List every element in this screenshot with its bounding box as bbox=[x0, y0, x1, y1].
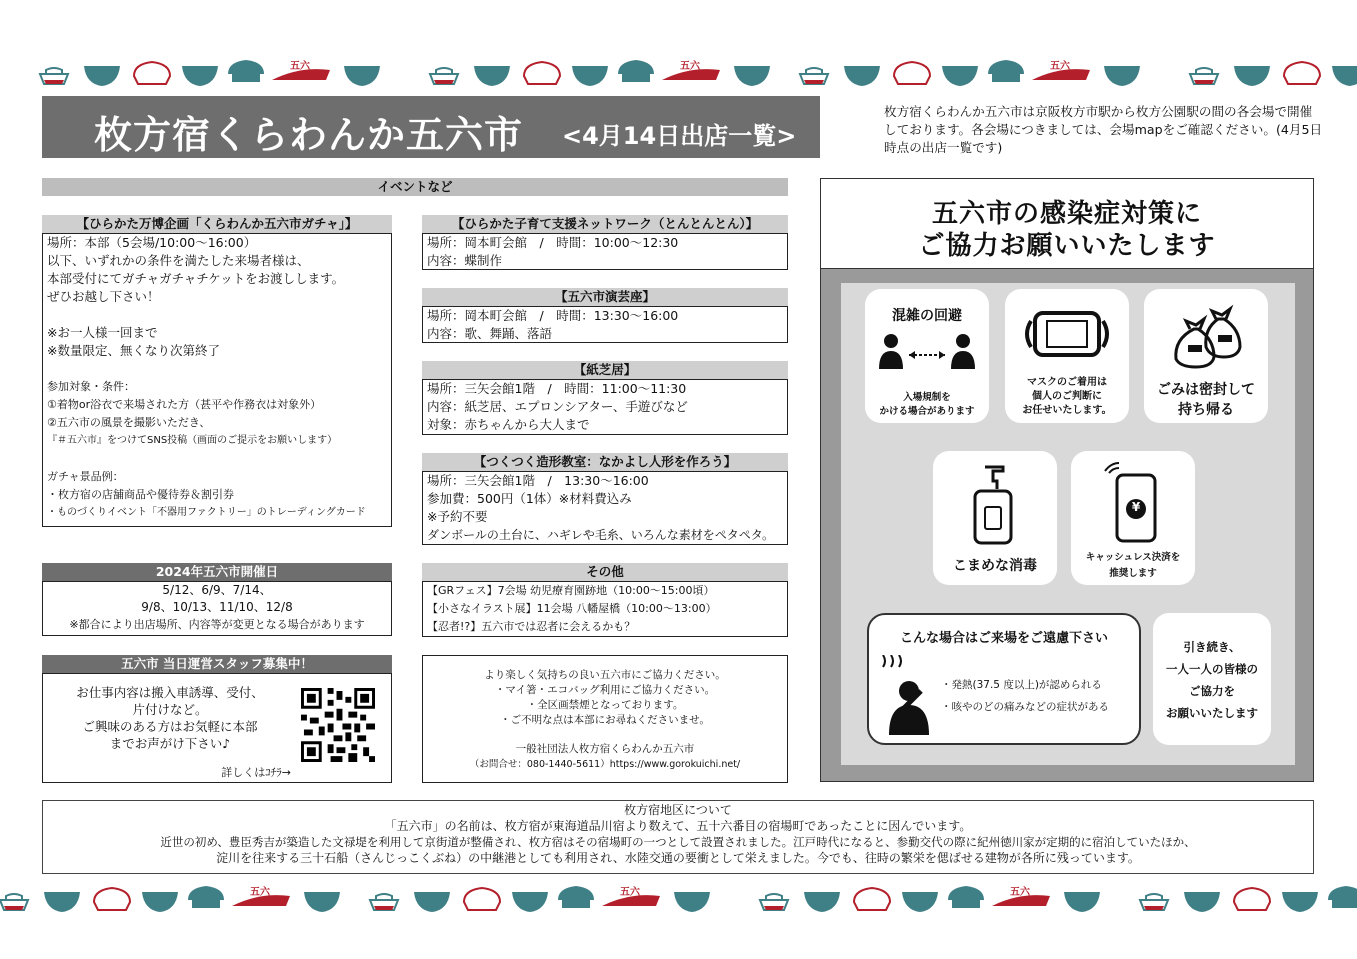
other-header: その他 bbox=[422, 563, 788, 581]
kosodate-line: 場所：岡本町会館 / 時間：10:00～12:30 bbox=[427, 235, 679, 250]
zokei-line: 参加費：500円（1体）※材料費込み bbox=[427, 491, 632, 506]
other-line: 【忍者!?】五六市では忍者に会えるかも？ bbox=[427, 620, 636, 633]
notice-org: 一般社団法人枚方宿くらわんか五六市 bbox=[515, 743, 695, 755]
disinfect-label: こまめな消毒 bbox=[953, 558, 1037, 574]
infection-panel bbox=[820, 178, 1314, 782]
crowd-sub-1: 入場規制を bbox=[903, 392, 951, 403]
intro-text: 枚方宿くらわんか五六市は京阪枚方市駅から枚方公園駅の間の各会場で開催しております。各会場につきましては、会場mapをご確認ください。(4月5日時点の出店一覧です) bbox=[884, 104, 1323, 155]
about-line: 淀川を往来する三十石船（さんじっこくぶね）の中継港としても利用され、水陸交通の要衝として栄えました。今でも、往時の繁栄を偲ばせる建物が各所に残っています。 bbox=[216, 851, 1140, 865]
thanks-line: 引き続き、 bbox=[1183, 640, 1241, 654]
gacha-line: ガチャ景品例： bbox=[47, 470, 124, 483]
sick-person-icon bbox=[879, 655, 941, 735]
refrain-card bbox=[867, 613, 1141, 745]
gacha-line: ※数量限定、無くなり次第終了 bbox=[47, 343, 220, 358]
mask-line-2: 個人のご判断に bbox=[1032, 391, 1102, 402]
gacha-line: 本部受付にてガチャガチャチケットをお渡しします。 bbox=[47, 271, 345, 286]
refrain-item-1: ・発熱(37.5 度以上)が認められる bbox=[941, 679, 1102, 691]
staff-more-link[interactable]: 詳しくはｺﾁﾗ→ bbox=[221, 766, 291, 779]
about-box bbox=[42, 800, 1314, 874]
svg-text:五六: 五六 bbox=[1010, 887, 1030, 898]
spacer bbox=[47, 360, 387, 378]
kamishibai-block bbox=[422, 361, 788, 435]
kamishibai-line: 場所：三矢会館1階 / 時間：11:00～11:30 bbox=[427, 381, 687, 396]
gacha-line: ①着物or浴衣で来場された方（甚平や作務衣は対象外） bbox=[47, 398, 322, 411]
trash-line-2: 持ち帰る bbox=[1178, 402, 1234, 418]
staff-line: ご興味のある方はお気軽に本部 bbox=[82, 719, 258, 734]
qr-code-icon[interactable] bbox=[301, 688, 375, 762]
staff-body bbox=[42, 673, 392, 783]
zokei-header: 【つくつく造形教室：なかよし人形を作ろう】 bbox=[422, 453, 788, 471]
mask-line-1: マスクのご着用は bbox=[1027, 377, 1107, 388]
notice-line: ・ご不明な点は本部にお尋ねくださいませ。 bbox=[500, 714, 710, 726]
schedule-dates-2: 9/8、10/13、11/10、12/8 bbox=[141, 600, 293, 614]
crowd-people-icon bbox=[877, 333, 977, 373]
schedule-header: 2024年五六市開催日 bbox=[42, 563, 392, 581]
svg-text:五六: 五六 bbox=[290, 61, 310, 72]
crowd-sub-2: かける場合があります bbox=[879, 406, 975, 417]
about-heading: 枚方宿地区について bbox=[624, 803, 732, 817]
about-line: 近世の初め、豊臣秀吉が築造した文禄堤を利用して京街道が整備され、枚方宿はその宿場町の一つとして設置されました。江戸時代になると、参勤交代の際に紀州徳川家が定期的に宿泊していたほか、 bbox=[160, 835, 1196, 849]
svg-text:五六: 五六 bbox=[250, 887, 270, 898]
crowd-title: 混雑の回避 bbox=[892, 308, 962, 324]
infection-panel-header bbox=[821, 179, 1313, 269]
notice-line: ・全区画禁煙となっております。 bbox=[526, 699, 684, 711]
kosodate-line: 内容：蝶制作 bbox=[427, 253, 503, 268]
other-body bbox=[422, 581, 788, 637]
thanks-line: ご協力を bbox=[1189, 684, 1235, 698]
about-line: 「五六市」の名前は、枚方宿が東海道品川宿より数えて、五十六番目の宿場町であったことに因んでいます。 bbox=[384, 819, 972, 833]
trash-line-1: ごみは密封して bbox=[1157, 382, 1255, 398]
schedule-body bbox=[42, 581, 392, 636]
other-line: 【小さなイラスト展】11会場 八幡屋橋（10:00～13:00） bbox=[427, 602, 717, 615]
gacha-block bbox=[42, 215, 392, 527]
kamishibai-line: 対象：赤ちゃんから大人まで bbox=[427, 417, 590, 432]
notice-line: ・マイ箸・エコバッグ利用にご協力ください。 bbox=[494, 684, 716, 696]
kosodate-body bbox=[422, 233, 788, 270]
thanks-line: お願いいたします bbox=[1166, 706, 1258, 720]
page-title-banner bbox=[42, 96, 820, 158]
page-title: 枚方宿くらわんか五六市 bbox=[94, 113, 524, 157]
zokei-line: ※予約不要 bbox=[427, 509, 488, 524]
svg-text:五六: 五六 bbox=[680, 61, 700, 72]
gacha-line: ・枚方宿の店舗商品や優待券＆割引券 bbox=[47, 488, 234, 501]
svg-text:五六: 五六 bbox=[620, 887, 640, 898]
gacha-line: 場所：本部（5会場/10:00～16:00） bbox=[47, 235, 257, 250]
gacha-line: 以下、いずれかの条件を満たした来場者様は、 bbox=[47, 253, 310, 268]
kamishibai-header: 【紙芝居】 bbox=[422, 361, 788, 379]
infection-inner bbox=[841, 283, 1295, 765]
mask-card bbox=[1005, 289, 1129, 423]
gacha-line: ②五六市の風景を撮影いただき、 bbox=[47, 416, 211, 429]
zokei-body bbox=[422, 471, 788, 545]
staff-block bbox=[42, 655, 392, 783]
schedule-note: ※都合により出店場所、内容等が変更となる場合があります bbox=[69, 618, 365, 631]
cashless-line-2: 推奨します bbox=[1109, 568, 1157, 579]
gacha-body bbox=[42, 233, 392, 527]
refrain-item-2: ・咳やのどの痛みなどの症状がある bbox=[941, 701, 1109, 713]
gacha-line: 参加対象・条件： bbox=[47, 380, 135, 393]
bottom-bowl-band bbox=[0, 878, 1357, 918]
engeiza-line: 内容：歌、舞踊、落語 bbox=[427, 326, 553, 341]
notice-line: より楽しく気持ちの良い五六市にご協力ください。 bbox=[484, 669, 726, 681]
kosodate-block bbox=[422, 215, 788, 270]
engeiza-line: 場所：岡本町会館 / 時間：13:30～16:00 bbox=[427, 308, 679, 323]
gacha-line: ・ものづくりイベント「不器用ファクトリー」のトレーディングカード bbox=[47, 507, 366, 518]
page-subtitle: <4月14日出店一覧> bbox=[562, 122, 797, 150]
kamishibai-line: 内容：紙芝居、エプロンシアター、手遊びなど bbox=[427, 399, 688, 414]
kosodate-header: 【ひらかた子育て支援ネットワーク（とんとんとん）】 bbox=[422, 215, 788, 233]
spacer bbox=[47, 306, 387, 324]
bowl-pattern-bottom bbox=[0, 878, 1357, 918]
cashless-line-1: キャッシュレス決済を bbox=[1085, 552, 1181, 563]
zokei-line: ダンボールの土台に、ハギレや毛糸、いろんな素材をペタペタ。 bbox=[427, 528, 775, 542]
staff-line: までお声がけ下さい♪ bbox=[109, 736, 231, 751]
kamishibai-body bbox=[422, 379, 788, 435]
infection-title-2: ご協力お願いいたします bbox=[918, 231, 1216, 261]
refrain-title: こんな場合はご来場をご遠慮下さい bbox=[899, 631, 1108, 646]
infection-title-1: 五六市の感染症対策に bbox=[931, 199, 1202, 229]
engeiza-header: 【五六市演芸座】 bbox=[422, 288, 788, 306]
staff-line: お仕事内容は搬入車誘導、受付、 bbox=[76, 685, 264, 700]
bowl-pattern-top bbox=[0, 52, 1357, 92]
trash-card bbox=[1144, 289, 1268, 423]
cashless-card bbox=[1071, 451, 1195, 585]
yen-icon: ¥ bbox=[1131, 500, 1141, 514]
gacha-line: 『＃五六市』をつけてSNS投稿（画面のご提示をお願いします） bbox=[47, 435, 338, 446]
notice-contact[interactable]: （お問合せ：080-1440-5611）https://www.gorokuichi.net/ bbox=[469, 759, 741, 770]
svg-text:五六: 五六 bbox=[1050, 61, 1070, 72]
crowd-card bbox=[865, 289, 989, 423]
sanitizer-bottle-icon bbox=[969, 461, 1021, 547]
schedule-dates-1: 5/12、6/9、7/14、 bbox=[162, 583, 272, 597]
staff-header: 五六市 当日運営スタッフ募集中！ bbox=[42, 655, 392, 673]
disinfect-card bbox=[933, 451, 1057, 585]
trash-bag-icon bbox=[1168, 299, 1244, 369]
engeiza-body bbox=[422, 306, 788, 343]
staff-line: 片付けなど。 bbox=[132, 702, 208, 717]
gacha-line: ぜひお越し下さい！ bbox=[47, 289, 160, 304]
top-bowl-band bbox=[0, 52, 1357, 92]
events-section-label: イベントなど bbox=[42, 178, 788, 196]
schedule-block bbox=[42, 563, 392, 636]
notice-box bbox=[422, 655, 788, 783]
thanks-card bbox=[1153, 613, 1271, 745]
zokei-block bbox=[422, 453, 788, 545]
engeiza-block bbox=[422, 288, 788, 343]
gacha-line: ※お一人様一回まで bbox=[47, 325, 158, 340]
mask-line-3: お任せいたします。 bbox=[1022, 405, 1112, 416]
thanks-line: 一人一人の皆様の bbox=[1166, 662, 1258, 676]
gacha-header: 【ひらかた万博企画「くらわんか五六市ガチャ」】 bbox=[42, 215, 392, 233]
spacer bbox=[47, 450, 387, 468]
mask-icon bbox=[1021, 309, 1113, 359]
zokei-line: 場所：三矢会館1階 / 13:30～16:00 bbox=[427, 473, 649, 488]
other-block bbox=[422, 563, 788, 637]
other-line: 【GRフェス】7会場 幼児療育園跡地（10:00～15:00頃） bbox=[427, 584, 715, 597]
